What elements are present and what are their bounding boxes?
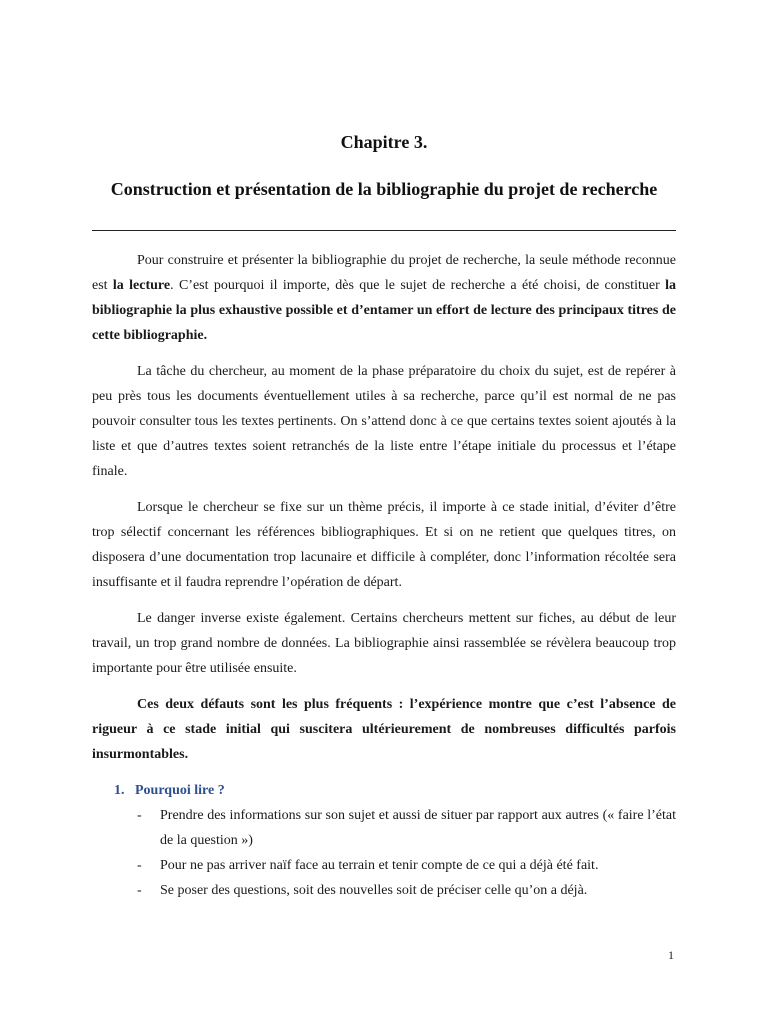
section-heading — [92, 778, 676, 803]
list-item-text: Pour ne pas arriver naïf face au terrain et tenir compte de ce qui a déjà été fait. — [160, 858, 599, 873]
list-item-text: Se poser des questions, soit des nouvelles soit de préciser celle qu’on a déjà. — [160, 883, 588, 898]
list-dash: - — [137, 858, 142, 873]
list-item — [92, 878, 676, 903]
list-item — [92, 803, 676, 853]
paragraph-theme-selection: Lorsque le chercheur se fixe sur un thème précis, il importe à ce stade initial, d’éviter d’être trop sélectif concernant les références bibliographiques. Et si on ne retient que quelques titres, on disposera d’une documentation trop lacunaire et difficile à compléter, donc l’information récoltée sera insuffisante et il faudra reprendre l’opération de départ. — [92, 500, 676, 590]
chapter-title: Construction et présentation de la bibliographie du projet de recherche — [110, 179, 658, 199]
section-number: 1. — [114, 783, 125, 798]
paragraph-intro — [92, 248, 676, 348]
list-dash: - — [137, 883, 142, 898]
paragraph-inverse-danger: Le danger inverse existe également. Certains chercheurs mettent sur fiches, au début de leur travail, un trop grand nombre de données. La bibliographie ainsi rassemblée se révèlera beaucoup trop importante pour être utilisée ensuite. — [92, 611, 676, 676]
reasons-list — [92, 803, 676, 903]
paragraph-intro-emphasis-2: la bibliographie la plus exhaustive possible et d’entamer un effort de lecture des principaux titres de cette bibliographie. — [92, 278, 676, 343]
chapter-label: Chapitre 3. — [340, 132, 428, 152]
section-heading-text: Pourquoi lire ? — [135, 783, 225, 798]
list-dash: - — [137, 808, 142, 823]
paragraph-conclusion: Ces deux défauts sont les plus fréquents : l’expérience montre que c’est l’absence de rigueur à ce stade initial qui suscitera ultérieurement de nombreuses difficultés parfois insurmontables. — [92, 697, 676, 762]
title-underline — [92, 230, 676, 231]
list-item — [92, 853, 676, 878]
paragraph-intro-text-1: Pour construire et présenter la bibliographie du projet de recherche, la seule méthode reconnue est — [92, 253, 676, 293]
paragraph-intro-text-2: . C’est pourquoi il importe, dès que le sujet de recherche a été choisi, de constituer — [170, 278, 666, 293]
page-number: 1 — [668, 948, 674, 962]
document-body — [92, 248, 676, 903]
paragraph-intro-emphasis-1: la lecture — [112, 278, 171, 293]
list-item-text: Prendre des informations sur son sujet et aussi de situer par rapport aux autres (« faire l’état de la question ») — [160, 808, 676, 848]
paragraph-researcher-task: La tâche du chercheur, au moment de la phase préparatoire du choix du sujet, est de repérer à peu près tous les documents éventuellement utiles à sa recherche, parce qu’il est normal de ne pas pouvoir consulter tous les textes pertinents. On s’attend donc à ce que certains textes soient ajoutés à la liste et que d’autres textes soient retranchés de la liste entre l’étape initiale du processus et l’étape finale. — [92, 364, 676, 479]
